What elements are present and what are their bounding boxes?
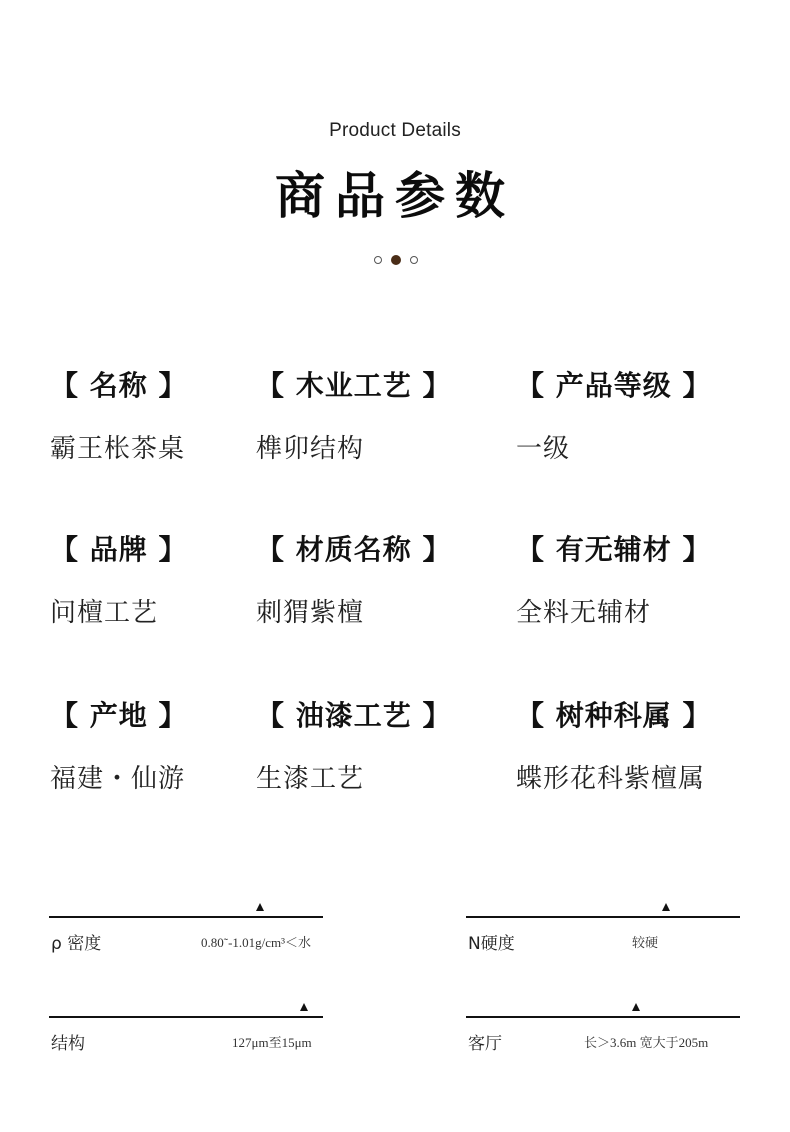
param-wood-craft <box>256 364 452 465</box>
pager-dot-2 <box>391 255 401 265</box>
param-value: 全料无辅材 <box>516 598 652 628</box>
param-label: 【 品牌 】 <box>50 533 188 566</box>
pager-dot-1 <box>374 256 382 264</box>
living-room-meter <box>466 999 740 1059</box>
meter-label: 结构 <box>51 1034 85 1054</box>
param-origin <box>50 694 188 795</box>
param-label: 【 名称 】 <box>50 369 188 402</box>
param-value: 生漆工艺 <box>256 764 365 794</box>
meter-line <box>49 916 323 918</box>
meter-value: 127μm至15μm <box>232 1035 312 1050</box>
meter-value: 长＞3.6m 宽大于205m <box>584 1035 709 1050</box>
param-brand <box>50 528 188 629</box>
meter-label: 客厅 <box>468 1034 502 1054</box>
meter-line <box>466 1016 740 1018</box>
meter-value: 较硬 <box>632 935 659 950</box>
param-value: 问檀工艺 <box>50 598 159 628</box>
param-lacquer <box>256 694 452 795</box>
density-meter <box>49 899 323 959</box>
param-label: 【 产品等级 】 <box>516 369 712 402</box>
meter-line <box>466 916 740 918</box>
param-auxiliary <box>516 528 712 629</box>
param-material <box>256 528 452 629</box>
pager-dots <box>374 256 418 266</box>
param-label: 【 产地 】 <box>50 699 188 732</box>
level-marker <box>662 903 670 911</box>
param-value: 刺猬紫檀 <box>256 598 365 628</box>
page-title: 商品参数 <box>275 167 515 225</box>
level-marker <box>632 1003 640 1011</box>
meter-line <box>49 1016 323 1018</box>
level-marker <box>300 1003 308 1011</box>
param-value: 福建・仙游 <box>50 764 186 794</box>
param-label: 【 材质名称 】 <box>256 533 452 566</box>
param-value: 榫卯结构 <box>256 434 365 464</box>
level-marker <box>256 903 264 911</box>
param-species <box>516 694 712 795</box>
param-name <box>50 364 188 465</box>
param-value: 霸王枨茶桌 <box>50 434 186 464</box>
meter-label: N硬度 <box>468 934 515 954</box>
param-value: 蝶形花科紫檀属 <box>516 764 706 794</box>
param-label: 【 有无辅材 】 <box>516 533 712 566</box>
hardness-meter <box>466 899 740 959</box>
param-grade <box>516 364 712 465</box>
meter-value: 0.80˜-1.01g/cm³＜水 <box>201 935 312 950</box>
param-label: 【 油漆工艺 】 <box>256 699 452 732</box>
param-value: 一级 <box>516 434 571 464</box>
param-label: 【 树种科属 】 <box>516 699 712 732</box>
subtitle: Product Details <box>329 120 461 141</box>
pager-dot-3 <box>410 256 418 264</box>
meter-label: ρ 密度 <box>51 934 102 954</box>
param-label: 【 木业工艺 】 <box>256 369 452 402</box>
structure-meter <box>49 999 323 1059</box>
